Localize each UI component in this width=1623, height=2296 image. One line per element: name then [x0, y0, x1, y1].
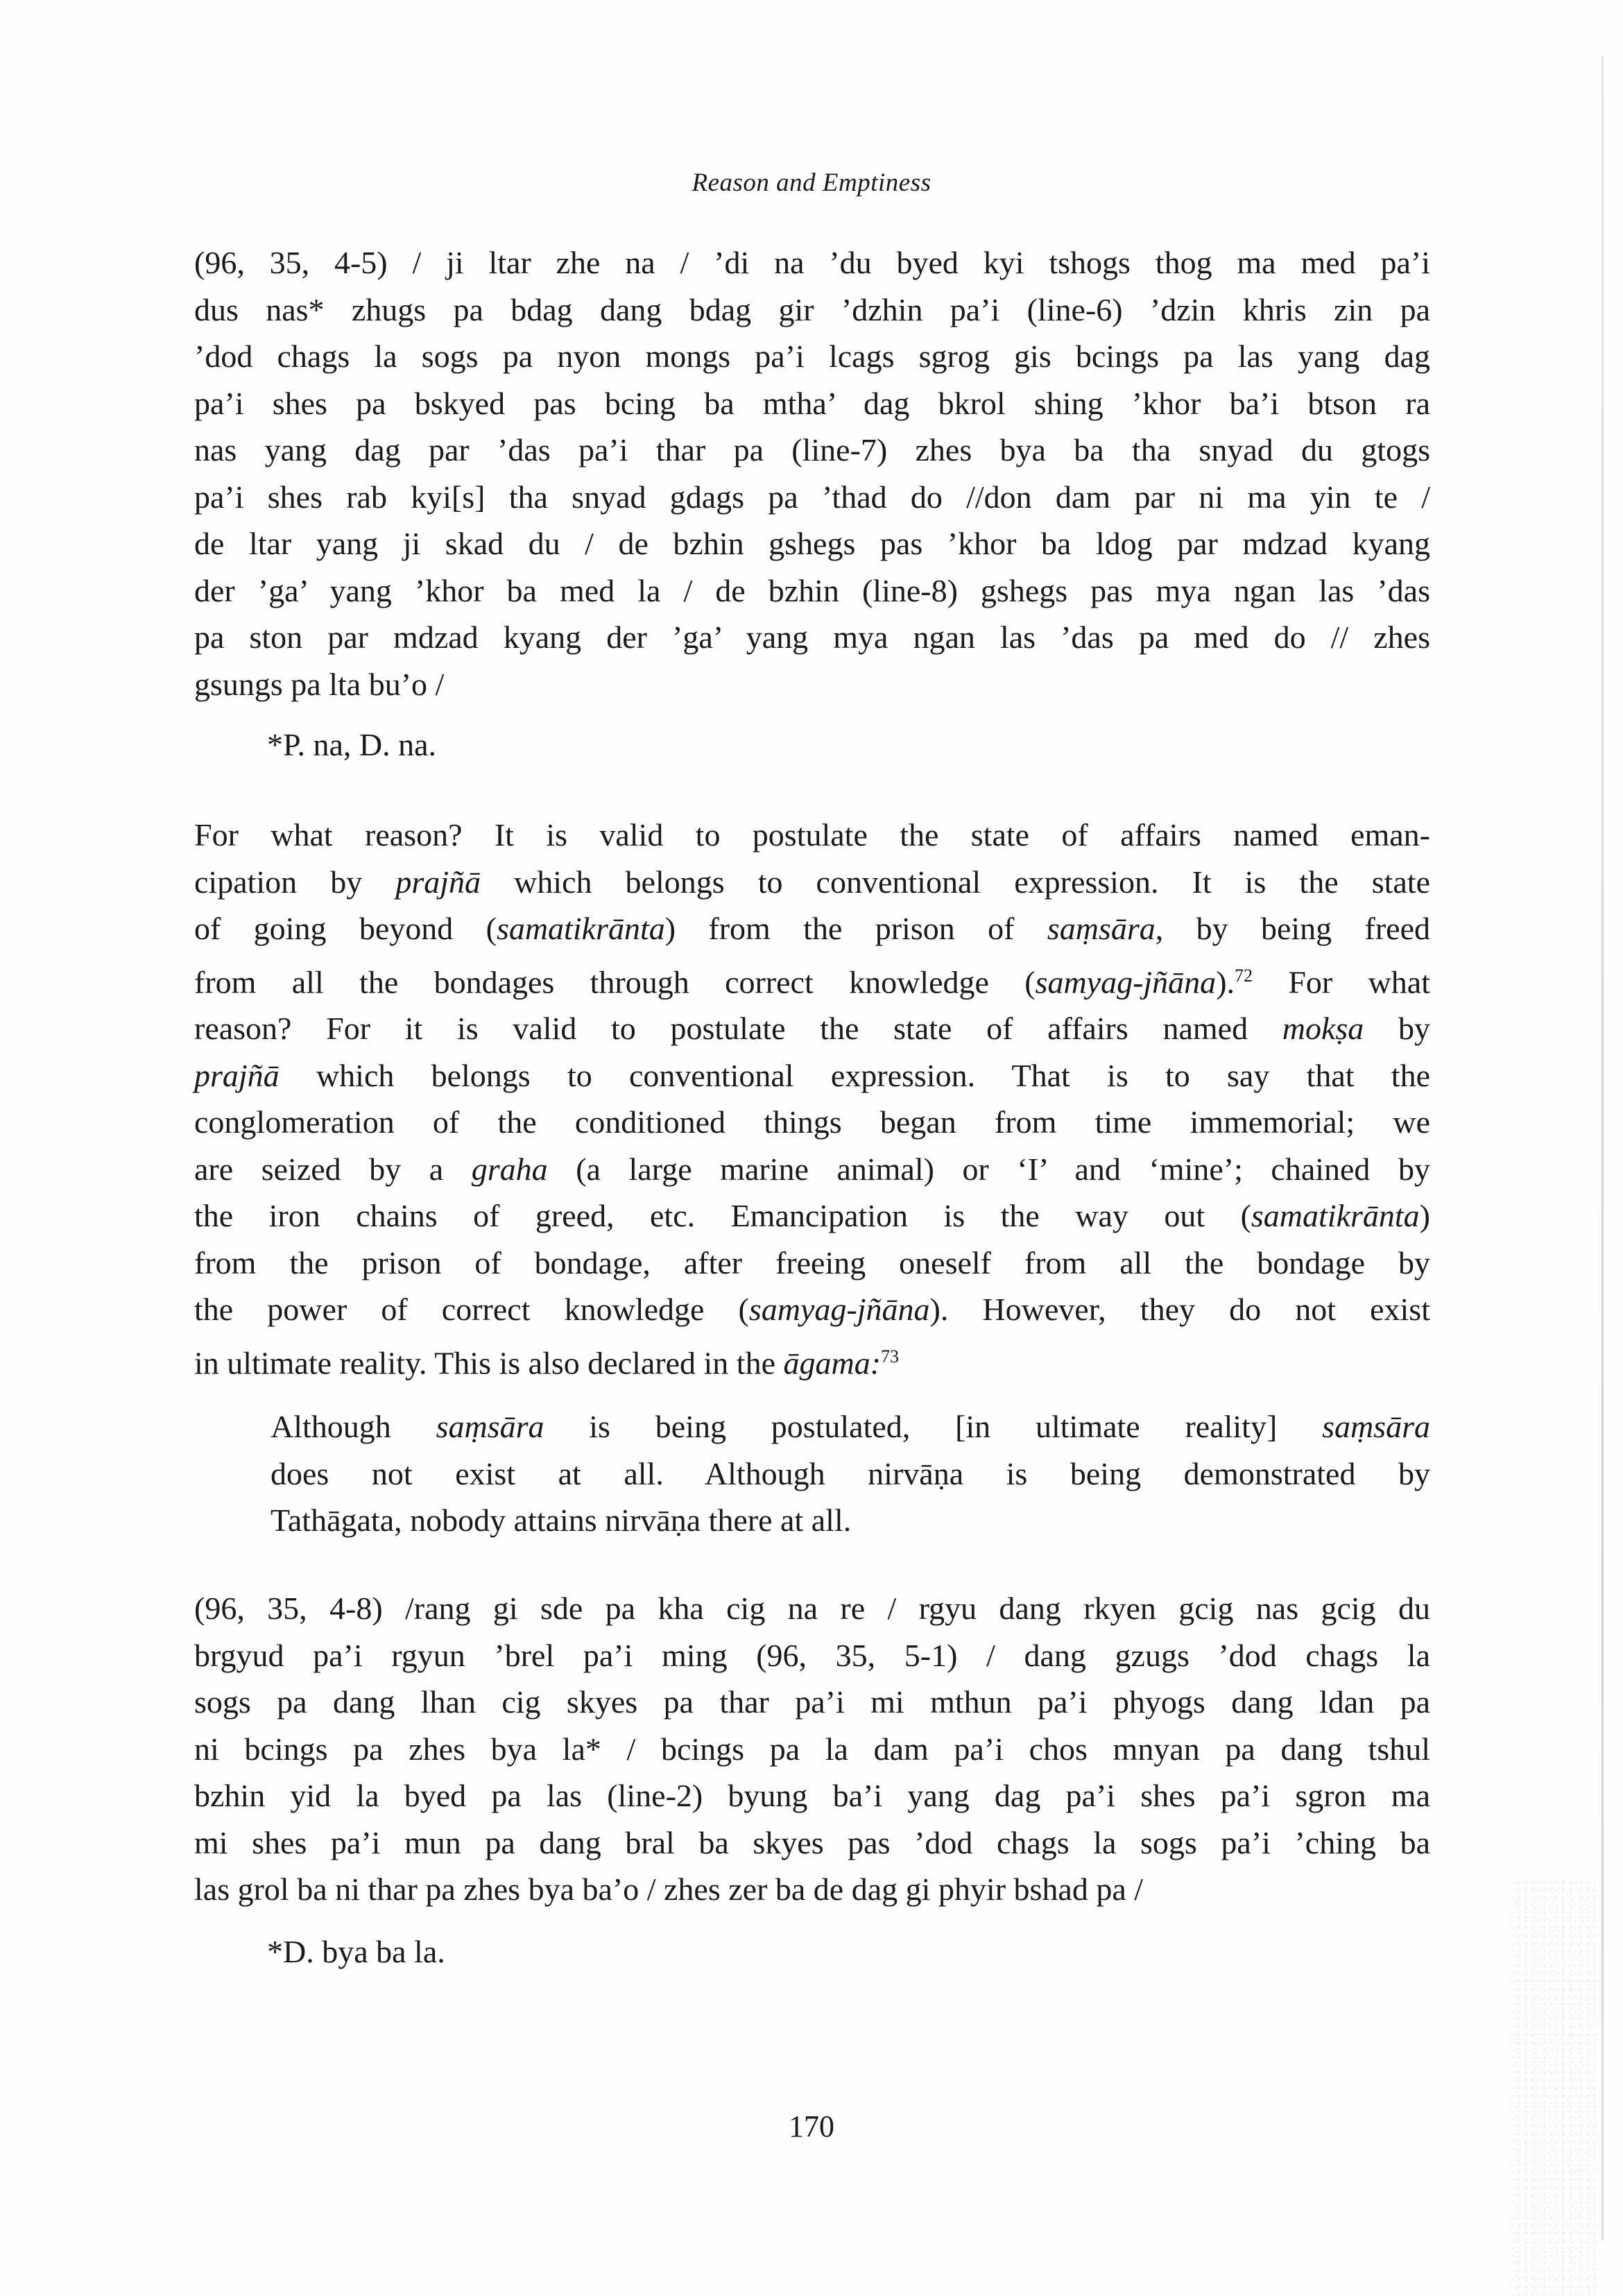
text-line	[270, 1450, 1430, 1498]
text-run: by	[1364, 1011, 1430, 1047]
text-line: sogs pa dang lhan cig skyes pa thar pa’i mi mthun pa’i phyogs dang ldan pa	[194, 1684, 1430, 1720]
text-line: gsungs pa lta bu’o /	[194, 666, 445, 702]
text-line	[194, 1052, 1430, 1099]
text-line	[194, 952, 1430, 1006]
text-run: in ultimate reality. This is also declared in the	[194, 1345, 784, 1381]
text-line: de ltar yang ji skad du / de bzhin gshegs pas ’khor ba ldog par mdzad kyang	[194, 526, 1430, 561]
block-quote	[270, 1403, 1430, 1544]
italic-term: saṃsāra	[1322, 1409, 1430, 1444]
italic-term: samatikrānta	[496, 911, 665, 946]
text-line	[194, 1005, 1430, 1052]
footnote-ref: 73	[881, 1346, 900, 1367]
text-run: For what	[1253, 963, 1430, 1000]
text-line: pa’i shes rab kyi[s] tha snyad gdags pa ’thad do //don dam par ni ma yin te /	[194, 479, 1430, 515]
text-run: the iron chains of greed, etc. Emancipation is the way out (	[194, 1198, 1251, 1234]
footnote-2: *D. bya ba la.	[267, 1934, 445, 1969]
italic-term: mokṣa	[1282, 1011, 1364, 1047]
text-run: , by being freed	[1155, 911, 1430, 946]
text-line: ni bcings pa zhes bya la* / bcings pa la dam pa’i chos mnyan pa dang tshul	[194, 1731, 1430, 1767]
text-run: which belongs to conventional expression. That is to say that the	[279, 1057, 1430, 1093]
text-line: ’dod chags la sogs pa nyon mongs pa’i lcags sgrog gis bcings pa las yang dag	[194, 339, 1430, 374]
italic-term: saṃsāra	[1047, 911, 1156, 946]
italic-term: graha	[471, 1151, 548, 1187]
text-run: (a large marine animal) or ‘I’ and ‘mine’; chained by	[547, 1151, 1430, 1187]
text-run: ) from the prison of	[664, 911, 1047, 946]
italic-term: samyag-jñāna	[1035, 963, 1217, 1000]
footnote-ref: 72	[1235, 965, 1253, 986]
text-line	[194, 1286, 1430, 1333]
text-line	[194, 859, 1430, 906]
text-line	[194, 1099, 1430, 1146]
italic-term: samyag-jñāna	[748, 1292, 930, 1328]
tibetan-passage-2	[194, 1585, 1430, 1913]
text-run: ).	[1216, 963, 1235, 1000]
text-line: pa’i shes pa bskyed pas bcing ba mtha’ dag bkrol shing ’khor ba’i btson ra	[194, 385, 1430, 421]
page-edge-shadow	[1601, 55, 1604, 2241]
text-line	[194, 812, 1430, 859]
text-line	[270, 1497, 1430, 1544]
italic-term: saṃsāra	[436, 1409, 544, 1444]
page-number: 170	[789, 2109, 834, 2143]
text-run: the power of correct knowledge (	[194, 1292, 749, 1328]
text-run: ). However, they do not exist	[929, 1292, 1430, 1328]
text-run: is being postulated, [in ultimate reality]	[544, 1409, 1323, 1444]
text-line: brgyud pa’i rgyun ’brel pa’i ming (96, 35, 5-1) / dang gzugs ’dod chags la	[194, 1637, 1430, 1673]
text-run: are seized by a	[194, 1151, 472, 1187]
italic-term: āgama:	[783, 1345, 882, 1381]
running-head: Reason and Emptiness	[692, 169, 931, 197]
tibetan-passage-1	[194, 239, 1430, 708]
text-line: der ’ga’ yang ’khor ba med la / de bzhin (line-8) gshegs pas mya ngan las ’das	[194, 572, 1430, 608]
text-run: cipation by	[194, 864, 396, 900]
text-run: Tathāgata, nobody attains nirvāṇa there at all.	[270, 1502, 852, 1538]
italic-term: samatikrānta	[1251, 1198, 1420, 1234]
text-run: from all the bondages through correct knowledge (	[194, 963, 1036, 1000]
text-line	[270, 1403, 1430, 1450]
italic-term: prajñā	[395, 864, 481, 900]
text-line	[194, 1146, 1430, 1193]
text-run: of going beyond (	[194, 911, 497, 946]
italic-term: prajñā	[194, 1057, 280, 1093]
text-line: pa ston par mdzad kyang der ’ga’ yang mya ngan las ’das pa med do // zhes	[194, 619, 1430, 655]
text-line: las grol ba ni thar pa zhes bya ba’o / zhes zer ba de dag gi phyir bshad pa /	[194, 1871, 1144, 1907]
text-run: conglomeration of the conditioned things began from time immemorial; we	[194, 1104, 1430, 1140]
text-run: reason? For it is valid to postulate the state of affairs named	[194, 1011, 1282, 1047]
text-run: )	[1419, 1198, 1430, 1234]
text-line: mi shes pa’i mun pa dang bral ba skyes pas ’dod chags la sogs pa’i ’ching ba	[194, 1824, 1430, 1860]
text-run: which belongs to conventional expression. It is the state	[481, 864, 1430, 900]
footnote-1: *P. na, D. na.	[267, 727, 437, 762]
text-run: For what reason? It is valid to postulate the state of affairs named eman-	[194, 817, 1430, 853]
text-line	[194, 1240, 1430, 1287]
text-run: Although	[270, 1409, 436, 1444]
text-line	[194, 905, 1430, 952]
text-line: nas yang dag par ’das pa’i thar pa (line-7) zhes bya ba tha snyad du gtogs	[194, 432, 1430, 468]
text-run: does not exist at all. Although nirvāṇa is being demonstrated by	[270, 1455, 1430, 1491]
text-line: bzhin yid la byed pa las (line-2) byung ba’i yang dag pa’i shes pa’i sgron ma	[194, 1778, 1430, 1813]
text-line: (96, 35, 4-5) / ji ltar zhe na / ’di na ’du byed kyi tshogs thog ma med pa’i	[194, 245, 1430, 280]
scan-speckle	[1512, 1880, 1595, 2296]
english-paragraph-1	[194, 812, 1430, 1387]
text-line: (96, 35, 4-8) /rang gi sde pa kha cig na re / rgyu dang rkyen gcig nas gcig du	[194, 1591, 1430, 1626]
text-run: from the prison of bondage, after freeing oneself from all the bondage by	[194, 1244, 1430, 1280]
text-line	[194, 1192, 1430, 1240]
text-line	[194, 1333, 1430, 1387]
text-line: dus nas* zhugs pa bdag dang bdag gir ’dzhin pa’i (line-6) ’dzin khris zin pa	[194, 291, 1430, 327]
